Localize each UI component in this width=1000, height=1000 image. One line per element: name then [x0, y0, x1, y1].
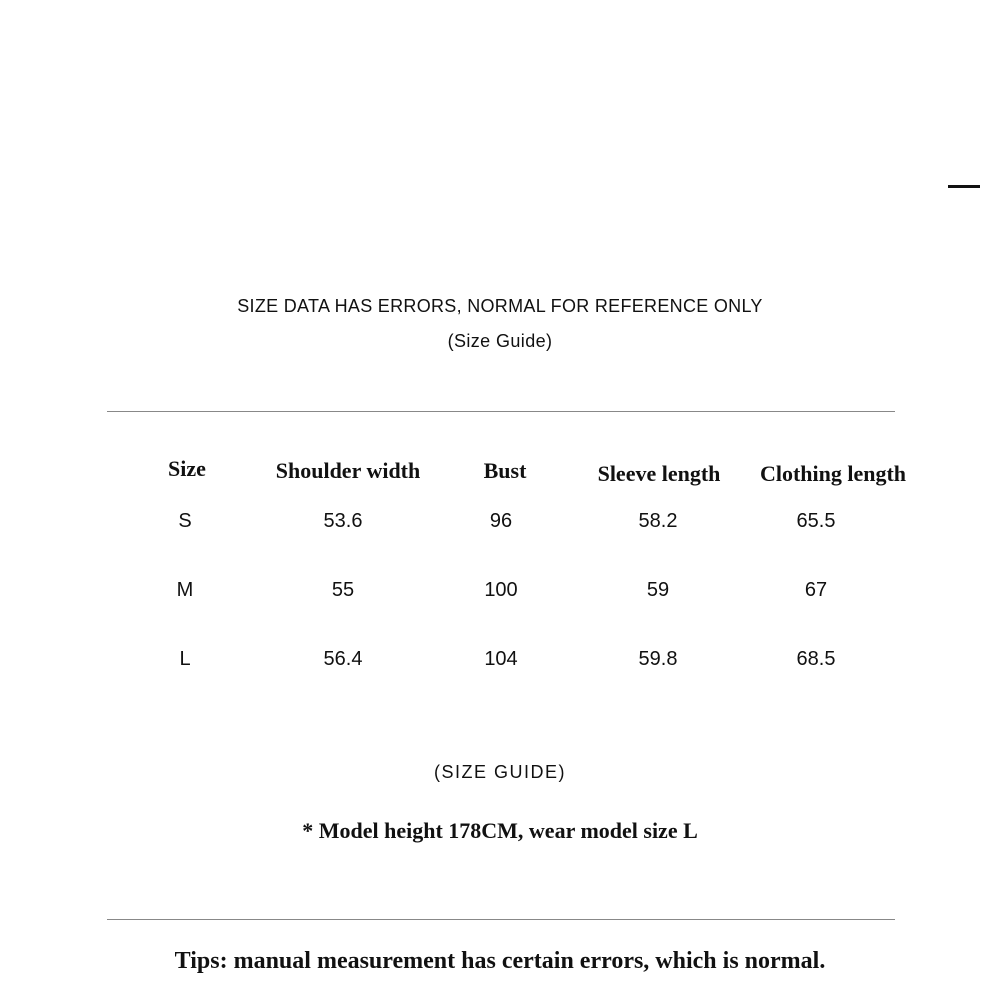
- cell-sleeve-length: 58.2: [638, 510, 678, 532]
- cell-size: L: [179, 648, 191, 670]
- cell-bust: 96: [489, 510, 513, 532]
- measurement-tips: Tips: manual measurement has certain errors, which is normal.: [174, 948, 826, 974]
- size-guide-subtitle: (Size Guide): [447, 331, 553, 351]
- cell-bust: 100: [484, 579, 518, 601]
- cell-clothing-length: 68.5: [796, 648, 836, 670]
- cell-shoulder-width: 56.4: [323, 648, 363, 670]
- cell-clothing-length: 67: [804, 579, 828, 601]
- size-guide-caption: (SIZE GUIDE): [433, 762, 566, 782]
- cell-size: S: [178, 510, 192, 532]
- cell-shoulder-width: 53.6: [323, 510, 363, 532]
- cell-sleeve-length: 59: [646, 579, 670, 601]
- header-shoulder-width: Shoulder width: [275, 458, 421, 483]
- cell-clothing-length: 65.5: [796, 510, 836, 532]
- header-sleeve-length: Sleeve length: [597, 461, 721, 486]
- header-clothing-length: Clothing length: [759, 461, 907, 486]
- top-divider: [107, 411, 895, 412]
- header-size: Size: [168, 456, 206, 481]
- model-note: * Model height 178CM, wear model size L: [302, 818, 698, 843]
- dash-mark: [948, 185, 980, 188]
- bottom-divider: [107, 919, 895, 920]
- cell-sleeve-length: 59.8: [638, 648, 678, 670]
- header-bust: Bust: [483, 458, 527, 483]
- cell-shoulder-width: 55: [331, 579, 355, 601]
- cell-bust: 104: [484, 648, 518, 670]
- cell-size: M: [176, 579, 194, 601]
- disclaimer-notice: SIZE DATA HAS ERRORS, NORMAL FOR REFERENCE ONLY: [237, 296, 763, 316]
